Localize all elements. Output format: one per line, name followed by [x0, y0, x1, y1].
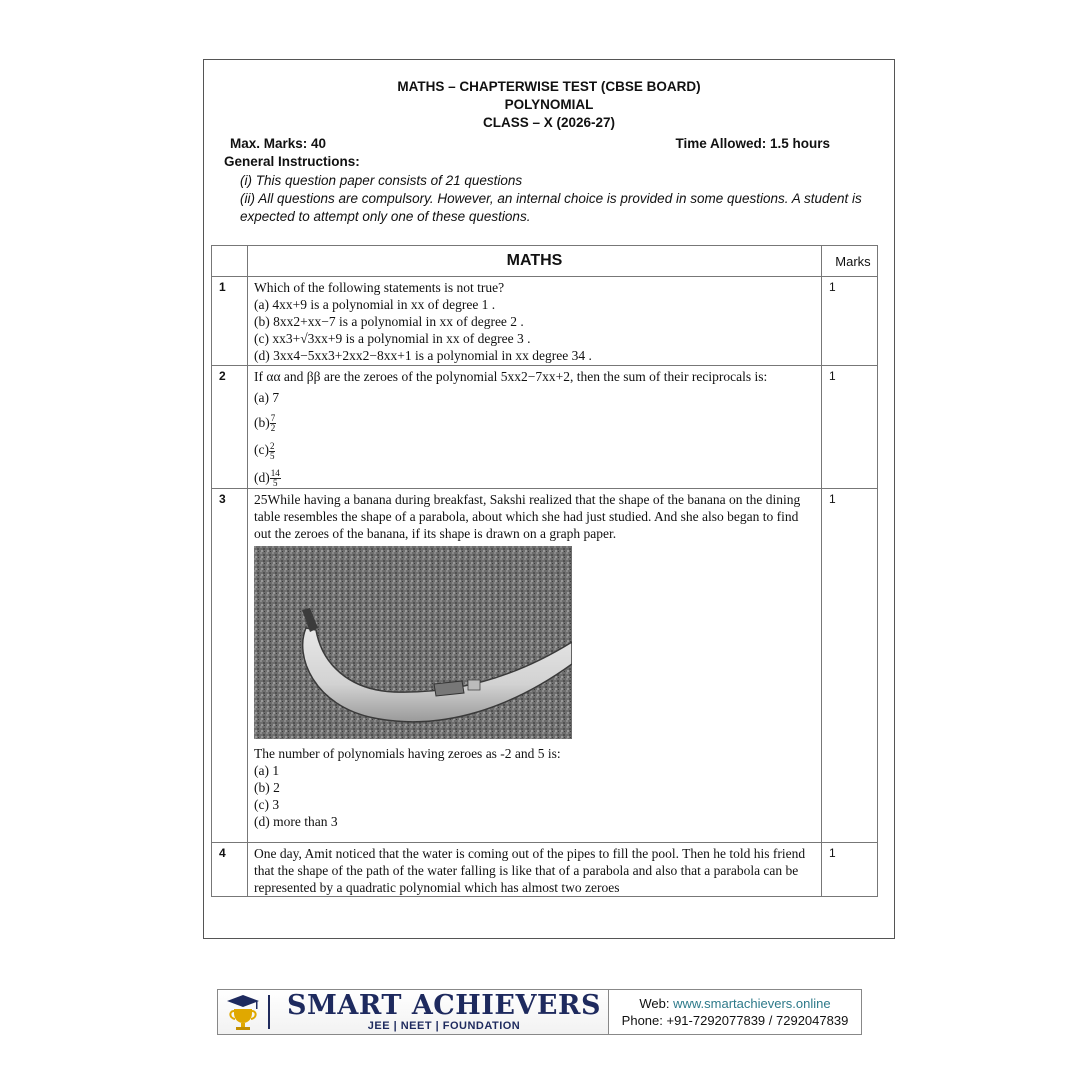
- web-label: Web:: [639, 996, 670, 1011]
- question-text: If αα and ββ are the zeroes of the polynomial 5xx2−7xx+2, then the sum of their reciprocals is:: [254, 369, 768, 384]
- table-title: MATHS: [248, 246, 822, 277]
- question-number: 4: [212, 843, 248, 897]
- option-c: (c) 3: [254, 797, 280, 813]
- option-d: (d) more than 3: [254, 814, 338, 830]
- question-cell: [248, 489, 822, 843]
- option-a: (a) 1: [254, 763, 280, 779]
- question-text: One day, Amit noticed that the water is coming out of the pipes to fill the pool. Then he told his friend that the shape of the path of the water falling is like that of a parabola and also that a parabola can be represented by a quadratic polynomial which has almost two zeroes: [254, 846, 806, 896]
- max-marks: Max. Marks: 40: [230, 136, 327, 151]
- option-b: (b) $\frac{7}{2}$: [254, 413, 276, 434]
- instruction-item: (ii) All questions are compulsory. However, an internal choice is provided in some questions. A student is expected to attempt only one of these questions.: [240, 191, 862, 224]
- question-row: [212, 366, 878, 489]
- option-a: (a) 7: [254, 390, 280, 405]
- brand-tagline: JEE | NEET | FOUNDATION: [367, 1020, 521, 1032]
- option-b: (b) 8xx2+xx−7 is a polynomial in xx of degree 2 .: [254, 314, 524, 329]
- question-cell: [248, 843, 822, 897]
- option-b: (b) 2: [254, 780, 280, 796]
- option-c: (c) xx3+√3xx+9 is a polynomial in xx of degree 3 .: [254, 331, 531, 346]
- question-text: Which of the following statements is not true?: [254, 280, 505, 295]
- question-prompt: The number of polynomials having zeroes as -2 and 5 is:: [254, 746, 561, 762]
- fraction: $\frac{2}{5}$: [269, 440, 275, 461]
- question-cell: [248, 277, 822, 366]
- banana-image: [254, 546, 572, 739]
- question-row: [212, 843, 878, 897]
- table-header-row: [212, 246, 878, 277]
- fraction: $\frac{7}{2}$: [270, 413, 276, 434]
- question-paper-page: [203, 59, 895, 939]
- question-number: 2: [212, 366, 248, 489]
- time-allowed: Time Allowed: 1.5 hours: [675, 136, 830, 151]
- trophy-graduation-cap-icon: [218, 990, 268, 1034]
- web-line: [639, 995, 830, 1012]
- brand-name: SMART ACHIEVERS: [287, 990, 601, 1021]
- header-num-cell: [212, 246, 248, 277]
- instructions-title: General Instructions:: [224, 154, 360, 169]
- question-row: [212, 489, 878, 843]
- question-text: 25While having a banana during breakfast, Sakshi realized that the shape of the banana on the dining table resembles the shape of a parabola, about which she had just studied. And she also began to find out the zeroes of the banana, if its shape is drawn on a graph paper.: [254, 492, 801, 542]
- question-number: 1: [212, 277, 248, 366]
- option-a: (a) 4xx+9 is a polynomial in xx of degree 1 .: [254, 297, 496, 312]
- header-line-2: POLYNOMIAL: [504, 97, 594, 112]
- option-c: (c) $\frac{2}{5}$: [254, 440, 275, 461]
- option-d: (d) $\frac{14}{5}$: [254, 468, 280, 489]
- question-number: 3: [212, 489, 248, 843]
- brand-name-block: [280, 992, 608, 1032]
- question-row: [212, 277, 878, 366]
- web-link[interactable]: www.smartachievers.online: [673, 996, 831, 1011]
- marks-header: Marks: [822, 246, 878, 277]
- question-cell: [248, 366, 822, 489]
- paper-header: [204, 78, 894, 132]
- contact-block: [609, 990, 861, 1034]
- header-line-3: CLASS – X (2026-27): [482, 115, 616, 130]
- questions-table: [211, 245, 878, 897]
- question-marks: 1: [822, 277, 878, 366]
- brand-divider: [268, 995, 270, 1029]
- brand-block: [218, 990, 609, 1034]
- question-marks: 1: [822, 366, 878, 489]
- phone-line: Phone: +91-7292077839 / 7292047839: [621, 1013, 849, 1028]
- instructions-list: [240, 172, 866, 226]
- question-marks: 1: [822, 843, 878, 897]
- meta-row: [230, 136, 830, 151]
- instruction-item: (i) This question paper consists of 21 questions: [240, 173, 523, 188]
- header-line-1: MATHS – CHAPTERWISE TEST (CBSE BOARD): [397, 79, 701, 94]
- footer-banner: [217, 989, 862, 1035]
- fraction: $\frac{14}{5}$: [270, 468, 280, 489]
- option-d: (d) 3xx4−5xx3+2xx2−8xx+1 is a polynomial in xx degree 34 .: [254, 348, 592, 363]
- question-marks: 1: [822, 489, 878, 843]
